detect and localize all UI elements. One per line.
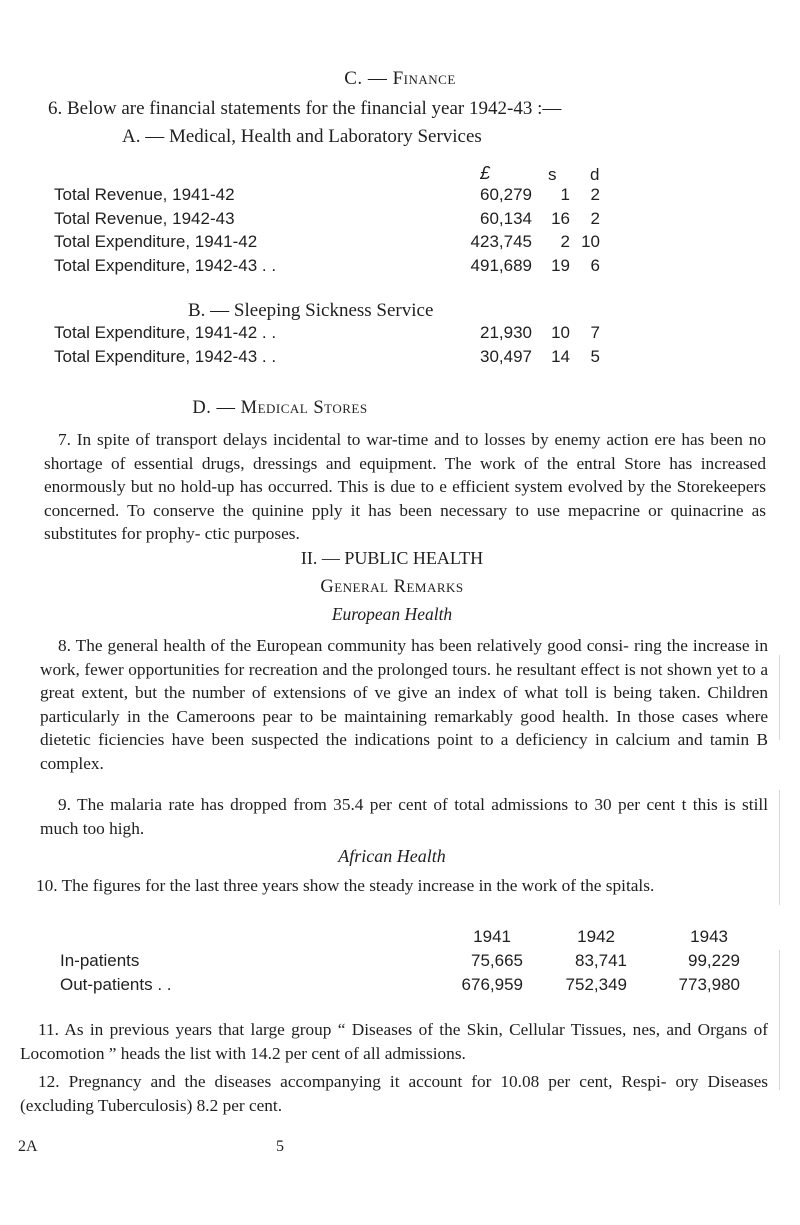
patient-count: 752,349 [565,975,627,994]
shillings-value: 19 [551,255,570,275]
pounds-value: 30,497 [480,346,532,366]
patient-count: 676,959 [461,975,523,994]
pence-header: d [590,165,600,184]
year-header: 1942 [577,927,615,946]
row-label: Total Revenue, 1942-43 [54,208,235,228]
row-label: Out-patients . . [60,975,172,994]
subsection-title-d: D. — Medical Stores [192,398,368,418]
row-label: Total Expenditure, 1942-43 . . [54,346,277,366]
section-heading-public-health: II. — PUBLIC HEALTH [300,548,484,568]
pounds-value: 60,279 [480,185,532,204]
pounds-value: 21,930 [480,323,532,342]
subsection-title-b: B. — Sleeping Sickness Service [188,300,434,321]
shillings-value: 16 [551,208,570,228]
shillings-value: 2 [560,232,570,251]
pounds-value: 60,134 [480,208,532,228]
row-label: Total Expenditure, 1942-43 . . [54,255,277,275]
scan-edge-mark [771,790,780,905]
european-health-heading: European Health [331,604,453,624]
section-heading-finance: C. — Finance [344,68,456,89]
page-number: 5 [276,1138,284,1155]
general-remarks-heading: General Remarks [320,577,464,597]
year-header: 1941 [473,927,511,946]
pounds-header: £ [480,163,491,183]
subsection-title-a: A. — Medical, Health and Laboratory Services [122,126,482,147]
row-label: In-patients [60,951,140,970]
shillings-value: 14 [551,346,570,366]
year-header: 1943 [690,927,728,946]
pence-value: 6 [590,255,600,275]
shillings-header: s [548,165,557,184]
paragraph-7: 7. In spite of transport delays incidental to war-time and to losses by enemy action ere has been no shortage of essential drugs, dressings and equipment. The work of the entral Store has increased enormously but no hold-up has occurred. This is due to e efficient system evolved by the Storekeepers concerned. To conserve the quinine pply it has been necessary to use mepacrine or quinacrine as substitutes for prophy- ctic purposes. [44,430,766,543]
pence-value: 10 [581,232,600,251]
paragraph-12: 12. Pregnancy and the diseases accompanying it account for 10.08 per cent, Respi- ory Diseases (excluding Tuberculosis) 8.2 per cent. [20,1072,768,1115]
paragraph-9: 9. The malaria rate has dropped from 35.4 per cent of total admissions to 30 per cent t this is still much too high. [40,795,768,838]
african-health-heading: African Health [338,846,446,866]
paragraph-11: 11. As in previous years that large group “ Diseases of the Skin, Cellular Tissues, nes, and Organs of Locomotion ” heads the list with 14.2 per cent of all admissions. [20,1020,768,1063]
scan-edge-mark [771,655,780,740]
pence-value: 2 [590,185,600,204]
pounds-value: 423,745 [470,232,532,251]
patient-count: 75,665 [471,951,523,970]
signature-mark: 2A [18,1138,38,1155]
patient-count: 83,741 [575,951,627,970]
patient-count: 99,229 [688,951,740,970]
shillings-value: 1 [560,185,570,204]
row-label: Total Expenditure, 1941-42 [54,232,258,251]
scan-edge-mark [771,950,780,1090]
shillings-value: 10 [551,323,570,342]
paragraph-8: 8. The general health of the European community has been relatively good consi- ring the increase in work, fewer opportunities for recreation and the prolonged tours. he resultant effect is not shown yet to a great extent, but the number of extensions of ve give an index of what toll is being taken. Children particularly in the Cameroons pear to be maintaining remarkably good health. In those cases where dietetic ficiencies have been suspected the indications point to a deficiency in calcium and tamin B complex. [40,636,768,773]
paragraph-6-intro: 6. Below are financial statements for the financial year 1942-43 :— [48,98,562,119]
pence-value: 5 [590,346,600,366]
pounds-value: 491,689 [470,255,532,275]
row-label: Total Expenditure, 1941-42 . . [54,323,277,342]
paragraph-10: 10. The figures for the last three years show the steady increase in the work of the spitals. [36,876,655,895]
patient-count: 773,980 [678,975,740,994]
pence-value: 2 [590,208,600,228]
row-label: Total Revenue, 1941-42 [54,185,235,204]
pence-value: 7 [590,323,600,342]
